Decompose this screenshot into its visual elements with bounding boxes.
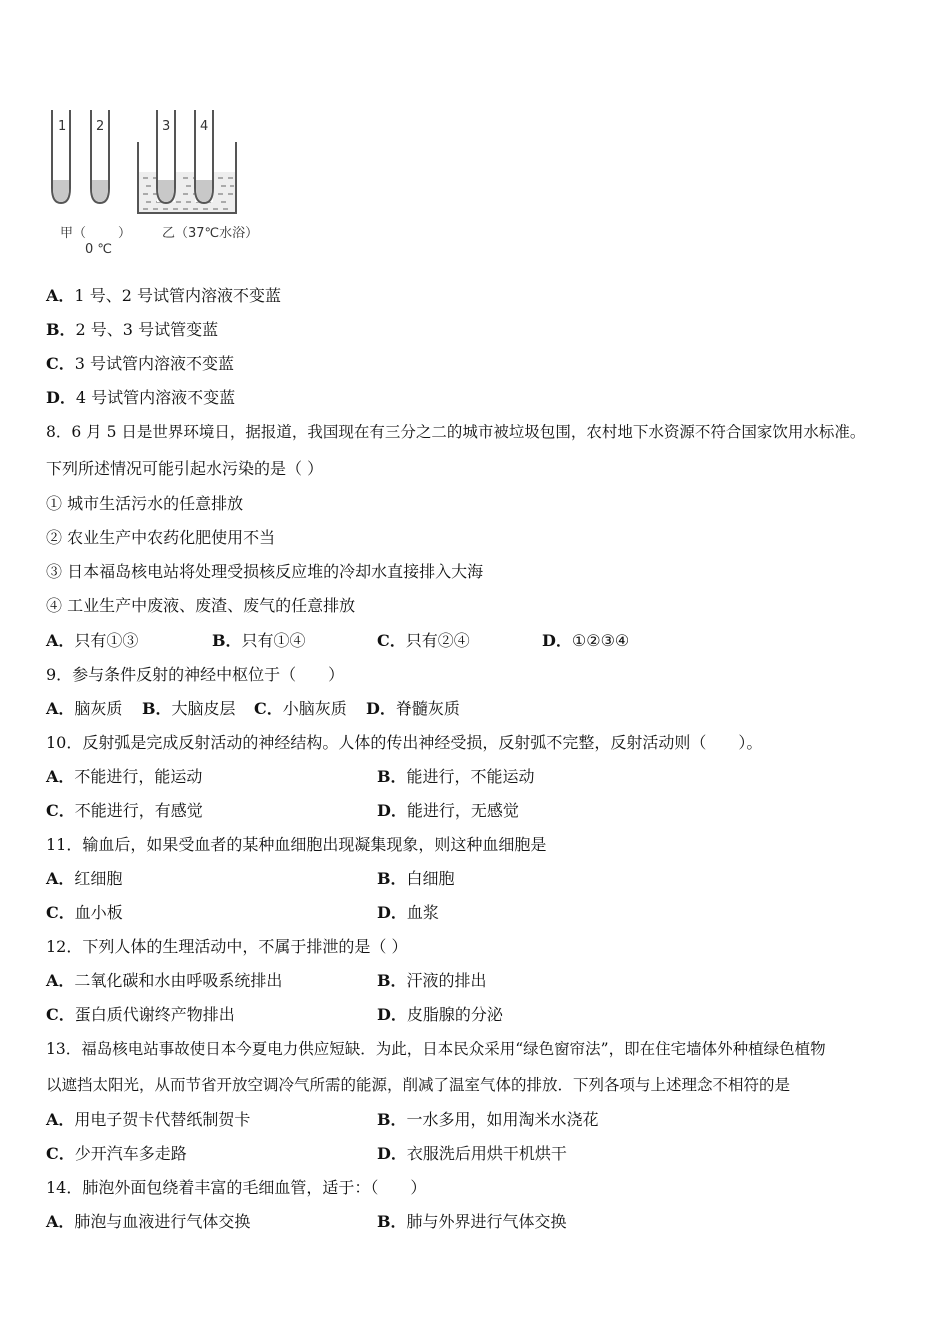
q11-stem: 11．输血后，如果受血者的某种血细胞出现凝集现象，则这种血细胞是 [46,835,547,854]
q7-option-a[interactable]: A．1 号、2 号试管内溶液不变蓝 [46,286,281,305]
q8-stem-line1: 8．6 月 5 日是世界环境日，据报道，我国现在有三分之二的城市被垃圾包围，农村地下水资源不符合国家饮用水标准。 [46,423,866,441]
q10-option-b[interactable]: B．能进行，不能运动 [377,767,535,786]
q8-option-a[interactable]: A．只有①③ [46,631,139,650]
q10-stem: 10．反射弧是完成反射活动的神经结构。人体的传出神经受损，反射弧不完整，反射活动则（ ）。 [46,733,763,752]
q8-option-b[interactable]: B．只有①④ [212,631,306,650]
test-tube-4 [195,110,213,203]
q10-option-a[interactable]: A．不能进行，能运动 [46,767,203,786]
q9-option-b[interactable]: B．大脑皮层 [142,699,236,718]
q12-option-a[interactable]: A．二氧化碳和水由呼吸系统排出 [46,971,283,990]
q14-stem: 14．肺泡外面包绕着丰富的毛细血管，适于：（ ） [46,1178,427,1197]
q10-option-c[interactable]: C．不能进行，有感觉 [46,801,203,820]
q13-option-c[interactable]: C．少开汽车多走路 [46,1144,187,1163]
water-bath [138,142,236,213]
q9-option-d[interactable]: D．脊髓灰质 [366,699,460,718]
q13-stem-line1: 13．福岛核电站事故使日本今夏电力供应短缺．为此，日本民众采用“绿色窗帘法”，即在住宅墙体外种植绿色植物 [46,1040,826,1058]
q8-option-d[interactable]: D．①②③④ [542,631,630,650]
q14-option-a[interactable]: A．肺泡与血液进行气体交换 [46,1212,251,1231]
q13-option-a[interactable]: A．用电子贺卡代替纸制贺卡 [46,1110,251,1129]
test-tube-3 [157,110,175,203]
caption-jia-temp: 0 ℃ [85,242,113,257]
tube-4-label: 4 [200,119,209,134]
q11-option-d[interactable]: D．血浆 [377,903,439,922]
tube-2-label: 2 [96,119,105,134]
tube-1-label: 1 [58,119,67,134]
q9-option-a[interactable]: A．脑灰质 [46,699,123,718]
q11-option-b[interactable]: B．白细胞 [377,869,455,888]
q8-item-3: ③ 日本福岛核电站将处理受损核反应堆的冷却水直接排入大海 [46,562,484,581]
q13-stem-line2: 以遮挡太阳光，从而节省开放空调冷气所需的能源，削减了温室气体的排放．下列各项与上述理念不相符的是 [46,1076,791,1094]
tube-3-label: 3 [162,119,171,134]
q7-option-d[interactable]: D．4 号试管内溶液不变蓝 [46,388,236,407]
q8-stem-line2: 下列所述情况可能引起水污染的是（ ） [46,459,324,478]
q12-option-b[interactable]: B．汗液的排出 [377,971,487,990]
q8-option-c[interactable]: C．只有②④ [377,631,470,650]
q13-option-b[interactable]: B．一水多用，如用淘米水浇花 [377,1110,599,1129]
caption-jia-close: ） [118,226,132,241]
q13-option-d[interactable]: D．衣服洗后用烘干机烘干 [377,1144,567,1163]
q9-option-c[interactable]: C．小脑灰质 [254,699,347,718]
q7-option-c[interactable]: C．3 号试管内溶液不变蓝 [46,354,235,373]
q12-option-d[interactable]: D．皮脂腺的分泌 [377,1005,503,1024]
caption-yi: 乙（37℃水浴） [162,226,259,241]
q12-option-c[interactable]: C．蛋白质代谢终产物排出 [46,1005,235,1024]
test-tube-1 [52,110,70,203]
q11-option-a[interactable]: A．红细胞 [46,869,123,888]
caption-jia: 甲（ [60,226,87,241]
q11-option-c[interactable]: C．血小板 [46,903,123,922]
q8-item-2: ② 农业生产中农药化肥使用不当 [46,528,276,547]
q7-option-b[interactable]: B．2 号、3 号试管变蓝 [46,320,219,339]
test-tube-2 [91,110,109,203]
test-tube-figure [40,100,280,260]
q12-stem: 12．下列人体的生理活动中，不属于排泄的是（ ） [46,937,408,956]
q8-item-1: ① 城市生活污水的任意排放 [46,494,244,513]
q8-item-4: ④ 工业生产中废液、废渣、废气的任意排放 [46,596,356,615]
q10-option-d[interactable]: D．能进行，无感觉 [377,801,519,820]
q14-option-b[interactable]: B．肺与外界进行气体交换 [377,1212,567,1231]
q9-stem: 9．参与条件反射的神经中枢位于（ ） [46,665,345,684]
